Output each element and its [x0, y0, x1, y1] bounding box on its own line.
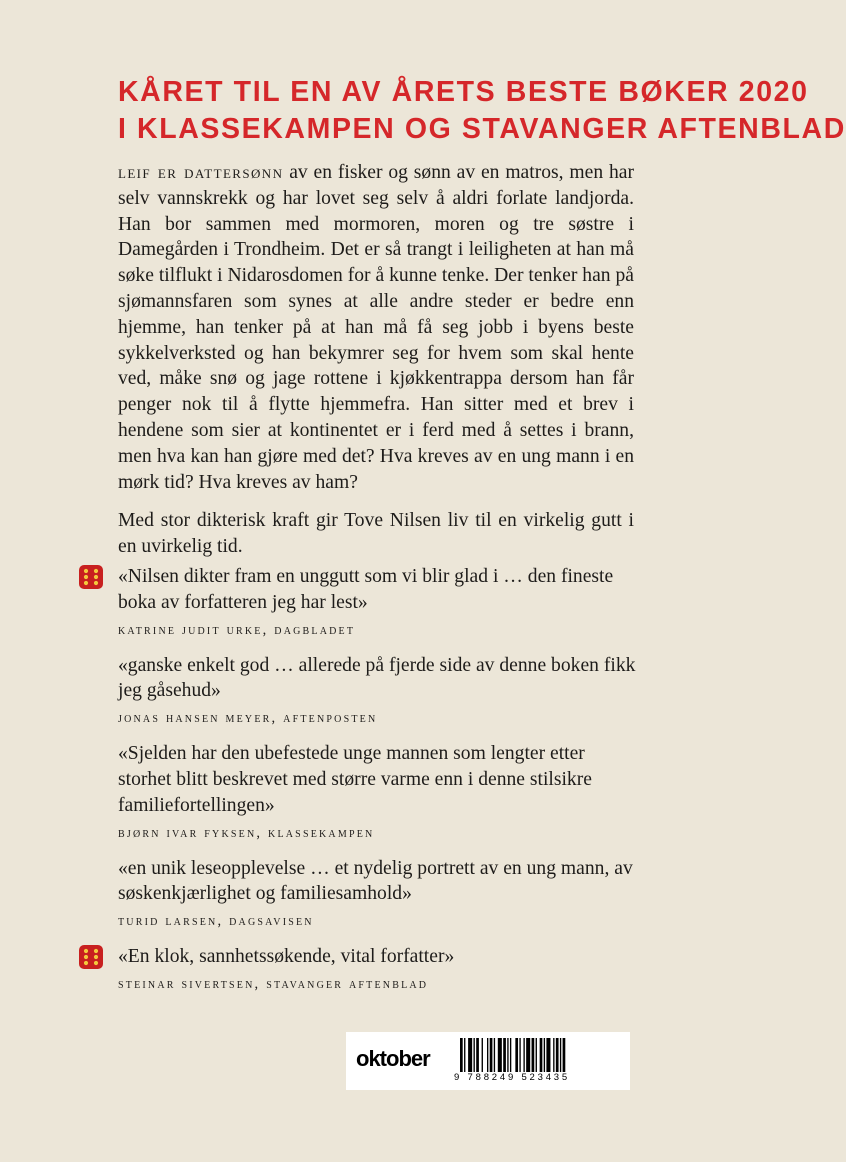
book-blurb — [118, 160, 634, 573]
quote-source: jonas hansen meyer, aftenposten — [118, 710, 378, 727]
dice-six-icon — [78, 944, 104, 970]
quote-source: bjørn ivar fyksen, klassekampen — [118, 824, 375, 841]
quote-text: «Sjelden har den ubefestede unge mannen som lengter etter storhet blitt beskrevet med større varme enn i denne stilsikre familiefortellingen» — [118, 743, 592, 816]
review-quote — [118, 856, 638, 931]
headline-line-2: I KLASSEKAMPEN OG STAVANGER AFTENBLAD — [118, 113, 846, 145]
publisher-barcode-box — [346, 1032, 630, 1090]
barcode-icon — [460, 1038, 620, 1072]
quote-source: steinar sivertsen, stavanger aftenblad — [118, 975, 429, 992]
barcode-digits: 9 788249 523435 — [454, 1072, 570, 1083]
review-quote — [118, 944, 638, 993]
quote-source: turid larsen, dagsavisen — [118, 913, 314, 930]
award-headline — [118, 74, 846, 148]
headline-line-1: KÅRET TIL EN AV ÅRETS BESTE BØKER 2020 — [118, 76, 809, 108]
review-quote — [118, 741, 638, 841]
blurb-paragraph-2: Med stor dikterisk kraft gir Tove Nilsen liv til en virkelig gutt i en uvirkelig tid. — [118, 510, 634, 558]
blurb-lead-in: leif er dattersønn — [118, 162, 284, 182]
publisher-logo: oktober — [356, 1046, 430, 1071]
review-quote — [118, 564, 638, 639]
quote-text: «En klok, sannhetssøkende, vital forfatter» — [118, 946, 455, 968]
quote-text: «ganske enkelt god … allerede på fjerde side av denne boken fikk jeg gåsehud» — [118, 654, 636, 702]
quote-text: «Nilsen dikter fram en unggutt som vi blir glad i … den fineste boka av forfatteren jeg har lest» — [118, 566, 614, 613]
quote-text: «en unik leseopplevelse … et nydelig portrett av en ung mann, av søskenkjærlighet og familiesamhold» — [118, 857, 633, 905]
blurb-paragraph-1-text: av en fisker og sønn av en matros, men har selv vannskrekk og har lovet seg selv å aldri forlate landjorda. Han bor sammen med mormoren, moren og tre søstre i Damegården i Trondheim. Det er så trangt i leiligheten at han må søke tilflukt i Nidarosdomen for å kunne tenke. Der tenker han på sjømannsfaren som synes at alle andre steder er bedre enn hjemme, han tenker på at han må få seg jobb i byens beste sykkelverksted og han bekymrer seg for hvem som skal hente ved, måke snø og jage rottene i kjøkkentrappa dersom han får penger nok til å flytte hjemmefra. Han sitter med et brev i hendene som sier at kontinentet er i ferd med å settes i brann, men hva kan han gjøre med det? Hva kreves av en ung mann i en mørk tid? Hva kreves av ham? — [118, 162, 634, 493]
review-quotes — [118, 564, 638, 1007]
dice-six-icon — [78, 564, 104, 590]
blurb-paragraph-1 — [118, 160, 634, 495]
quote-source: katrine judit urke, dagbladet — [118, 621, 356, 638]
review-quote — [118, 653, 638, 728]
